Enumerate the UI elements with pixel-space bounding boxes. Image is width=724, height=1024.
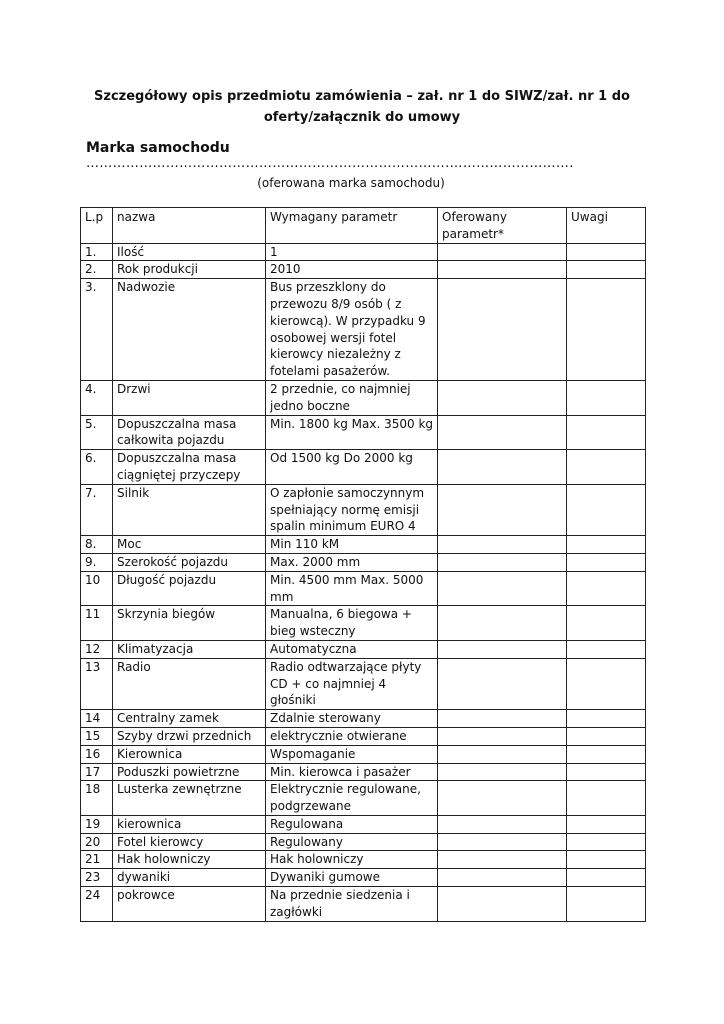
cell-required-parameter: Regulowana bbox=[266, 815, 438, 833]
cell-offered-parameter[interactable] bbox=[438, 640, 567, 658]
cell-lp: 12 bbox=[81, 640, 113, 658]
table-row bbox=[81, 536, 646, 554]
table-row bbox=[81, 658, 646, 709]
cell-offered-parameter[interactable] bbox=[438, 727, 567, 745]
cell-notes[interactable] bbox=[567, 279, 646, 381]
cell-offered-parameter[interactable] bbox=[438, 869, 567, 887]
cell-lp: 20 bbox=[81, 833, 113, 851]
cell-lp: 8. bbox=[81, 536, 113, 554]
cell-lp: 24 bbox=[81, 887, 113, 922]
cell-lp: 7. bbox=[81, 484, 113, 535]
table-row bbox=[81, 450, 646, 485]
cell-lp: 17 bbox=[81, 763, 113, 781]
cell-name: Moc bbox=[113, 536, 266, 554]
cell-offered-parameter[interactable] bbox=[438, 571, 567, 606]
cell-notes[interactable] bbox=[567, 833, 646, 851]
table-header-row bbox=[81, 208, 646, 244]
cell-required-parameter: Hak holowniczy bbox=[266, 851, 438, 869]
cell-name: Ilość bbox=[113, 243, 266, 261]
cell-offered-parameter[interactable] bbox=[438, 484, 567, 535]
cell-required-parameter: Automatyczna bbox=[266, 640, 438, 658]
cell-offered-parameter[interactable] bbox=[438, 763, 567, 781]
cell-notes[interactable] bbox=[567, 763, 646, 781]
cell-name: Lusterka zewnętrzne bbox=[113, 781, 266, 816]
cell-lp: 6. bbox=[81, 450, 113, 485]
table-row bbox=[81, 727, 646, 745]
cell-offered-parameter[interactable] bbox=[438, 851, 567, 869]
cell-notes[interactable] bbox=[567, 380, 646, 415]
table-row bbox=[81, 869, 646, 887]
cell-offered-parameter[interactable] bbox=[438, 606, 567, 641]
cell-lp: 13 bbox=[81, 658, 113, 709]
cell-required-parameter: Min. 1800 kg Max. 3500 kg bbox=[266, 415, 438, 450]
cell-notes[interactable] bbox=[567, 553, 646, 571]
table-row bbox=[81, 279, 646, 381]
cell-offered-parameter[interactable] bbox=[438, 450, 567, 485]
brand-caption: (oferowana marka samochodu) bbox=[257, 176, 445, 190]
cell-required-parameter: Dywaniki gumowe bbox=[266, 869, 438, 887]
cell-notes[interactable] bbox=[567, 851, 646, 869]
cell-lp: 19 bbox=[81, 815, 113, 833]
cell-lp: 15 bbox=[81, 727, 113, 745]
cell-name: Drzwi bbox=[113, 380, 266, 415]
table-row bbox=[81, 640, 646, 658]
cell-lp: 10 bbox=[81, 571, 113, 606]
brand-label: Marka samochodu bbox=[86, 140, 230, 156]
cell-notes[interactable] bbox=[567, 745, 646, 763]
cell-lp: 16 bbox=[81, 745, 113, 763]
document-title bbox=[80, 86, 644, 128]
table-row bbox=[81, 833, 646, 851]
cell-name: Poduszki powietrzne bbox=[113, 763, 266, 781]
cell-offered-parameter[interactable] bbox=[438, 243, 567, 261]
table-row bbox=[81, 763, 646, 781]
cell-notes[interactable] bbox=[567, 887, 646, 922]
cell-name: Skrzynia biegów bbox=[113, 606, 266, 641]
cell-offered-parameter[interactable] bbox=[438, 745, 567, 763]
header-name: nazwa bbox=[113, 208, 266, 244]
cell-required-parameter: Min. 4500 mm Max. 5000 mm bbox=[266, 571, 438, 606]
cell-notes[interactable] bbox=[567, 869, 646, 887]
specification-table bbox=[80, 207, 646, 922]
cell-offered-parameter[interactable] bbox=[438, 415, 567, 450]
cell-name: Dopuszczalna masa ciągniętej przyczepy bbox=[113, 450, 266, 485]
cell-required-parameter: elektrycznie otwierane bbox=[266, 727, 438, 745]
cell-offered-parameter[interactable] bbox=[438, 833, 567, 851]
table-row bbox=[81, 887, 646, 922]
cell-notes[interactable] bbox=[567, 710, 646, 728]
cell-name: Radio bbox=[113, 658, 266, 709]
cell-name: Klimatyzacja bbox=[113, 640, 266, 658]
cell-notes[interactable] bbox=[567, 781, 646, 816]
cell-offered-parameter[interactable] bbox=[438, 815, 567, 833]
cell-name: Hak holowniczy bbox=[113, 851, 266, 869]
cell-offered-parameter[interactable] bbox=[438, 658, 567, 709]
cell-offered-parameter[interactable] bbox=[438, 279, 567, 381]
cell-name: Kierownica bbox=[113, 745, 266, 763]
cell-notes[interactable] bbox=[567, 727, 646, 745]
cell-required-parameter: Radio odtwarzające płyty CD + co najmniej 4 głośniki bbox=[266, 658, 438, 709]
cell-required-parameter: 2010 bbox=[266, 261, 438, 279]
cell-notes[interactable] bbox=[567, 640, 646, 658]
cell-required-parameter: Min 110 kM bbox=[266, 536, 438, 554]
cell-lp: 3. bbox=[81, 279, 113, 381]
table-row bbox=[81, 415, 646, 450]
cell-required-parameter: Wspomaganie bbox=[266, 745, 438, 763]
title-line-2: oferty/załącznik do umowy bbox=[263, 110, 461, 125]
title-line-1: Szczegółowy opis przedmiotu zamówienia – zał. nr 1 do SIWZ/zał. nr 1 do bbox=[94, 89, 630, 104]
cell-notes[interactable] bbox=[567, 484, 646, 535]
cell-lp: 11 bbox=[81, 606, 113, 641]
header-notes: Uwagi bbox=[567, 208, 646, 244]
cell-offered-parameter[interactable] bbox=[438, 710, 567, 728]
table-row bbox=[81, 243, 646, 261]
cell-name: Silnik bbox=[113, 484, 266, 535]
table-row bbox=[81, 571, 646, 606]
cell-lp: 14 bbox=[81, 710, 113, 728]
cell-notes[interactable] bbox=[567, 606, 646, 641]
cell-lp: 2. bbox=[81, 261, 113, 279]
cell-offered-parameter[interactable] bbox=[438, 380, 567, 415]
cell-notes[interactable] bbox=[567, 261, 646, 279]
cell-lp: 5. bbox=[81, 415, 113, 450]
cell-notes[interactable] bbox=[567, 571, 646, 606]
header-offered-parameter: Oferowany parametr* bbox=[438, 208, 567, 244]
cell-notes[interactable] bbox=[567, 450, 646, 485]
cell-notes[interactable] bbox=[567, 243, 646, 261]
cell-required-parameter: Manualna, 6 biegowa + bieg wsteczny bbox=[266, 606, 438, 641]
cell-name: Centralny zamek bbox=[113, 710, 266, 728]
cell-required-parameter: Max. 2000 mm bbox=[266, 553, 438, 571]
header-required-parameter: Wymagany parametr bbox=[266, 208, 438, 244]
cell-offered-parameter[interactable] bbox=[438, 261, 567, 279]
table-row bbox=[81, 745, 646, 763]
cell-offered-parameter[interactable] bbox=[438, 887, 567, 922]
cell-notes[interactable] bbox=[567, 658, 646, 709]
cell-name: dywaniki bbox=[113, 869, 266, 887]
table-row bbox=[81, 261, 646, 279]
cell-offered-parameter[interactable] bbox=[438, 553, 567, 571]
cell-name: Fotel kierowcy bbox=[113, 833, 266, 851]
cell-name: Długość pojazdu bbox=[113, 571, 266, 606]
cell-name: Szyby drzwi przednich bbox=[113, 727, 266, 745]
cell-name: kierownica bbox=[113, 815, 266, 833]
table-row bbox=[81, 781, 646, 816]
cell-lp: 9. bbox=[81, 553, 113, 571]
brand-fill-line: ……………………………………………………………………….………………………. bbox=[86, 156, 574, 171]
cell-offered-parameter[interactable] bbox=[438, 536, 567, 554]
table-row bbox=[81, 710, 646, 728]
cell-notes[interactable] bbox=[567, 536, 646, 554]
cell-name: Dopuszczalna masa całkowita pojazdu bbox=[113, 415, 266, 450]
cell-name: Rok produkcji bbox=[113, 261, 266, 279]
cell-notes[interactable] bbox=[567, 415, 646, 450]
cell-lp: 4. bbox=[81, 380, 113, 415]
cell-notes[interactable] bbox=[567, 815, 646, 833]
cell-required-parameter: Na przednie siedzenia i zagłówki bbox=[266, 887, 438, 922]
cell-name: pokrowce bbox=[113, 887, 266, 922]
cell-required-parameter: Regulowany bbox=[266, 833, 438, 851]
cell-required-parameter: O zapłonie samoczynnym spełniający normę emisji spalin minimum EURO 4 bbox=[266, 484, 438, 535]
header-lp: L.p bbox=[81, 208, 113, 244]
cell-offered-parameter[interactable] bbox=[438, 781, 567, 816]
cell-required-parameter: Zdalnie sterowany bbox=[266, 710, 438, 728]
table-row bbox=[81, 553, 646, 571]
table-row bbox=[81, 484, 646, 535]
cell-lp: 1. bbox=[81, 243, 113, 261]
cell-lp: 21 bbox=[81, 851, 113, 869]
cell-required-parameter: 1 bbox=[266, 243, 438, 261]
table-body bbox=[81, 243, 646, 921]
cell-required-parameter: Od 1500 kg Do 2000 kg bbox=[266, 450, 438, 485]
table-row bbox=[81, 815, 646, 833]
cell-name: Szerokość pojazdu bbox=[113, 553, 266, 571]
cell-required-parameter: 2 przednie, co najmniej jedno boczne bbox=[266, 380, 438, 415]
table-row bbox=[81, 851, 646, 869]
cell-required-parameter: Bus przeszklony do przewozu 8/9 osób ( z kierowcą). W przypadku 9 osobowej wersji fotel kierowcy niezależny z fotelami pasażerów. bbox=[266, 279, 438, 381]
cell-lp: 23 bbox=[81, 869, 113, 887]
table-row bbox=[81, 606, 646, 641]
table-row bbox=[81, 380, 646, 415]
cell-name: Nadwozie bbox=[113, 279, 266, 381]
cell-required-parameter: Elektrycznie regulowane, podgrzewane bbox=[266, 781, 438, 816]
cell-lp: 18 bbox=[81, 781, 113, 816]
cell-required-parameter: Min. kierowca i pasażer bbox=[266, 763, 438, 781]
